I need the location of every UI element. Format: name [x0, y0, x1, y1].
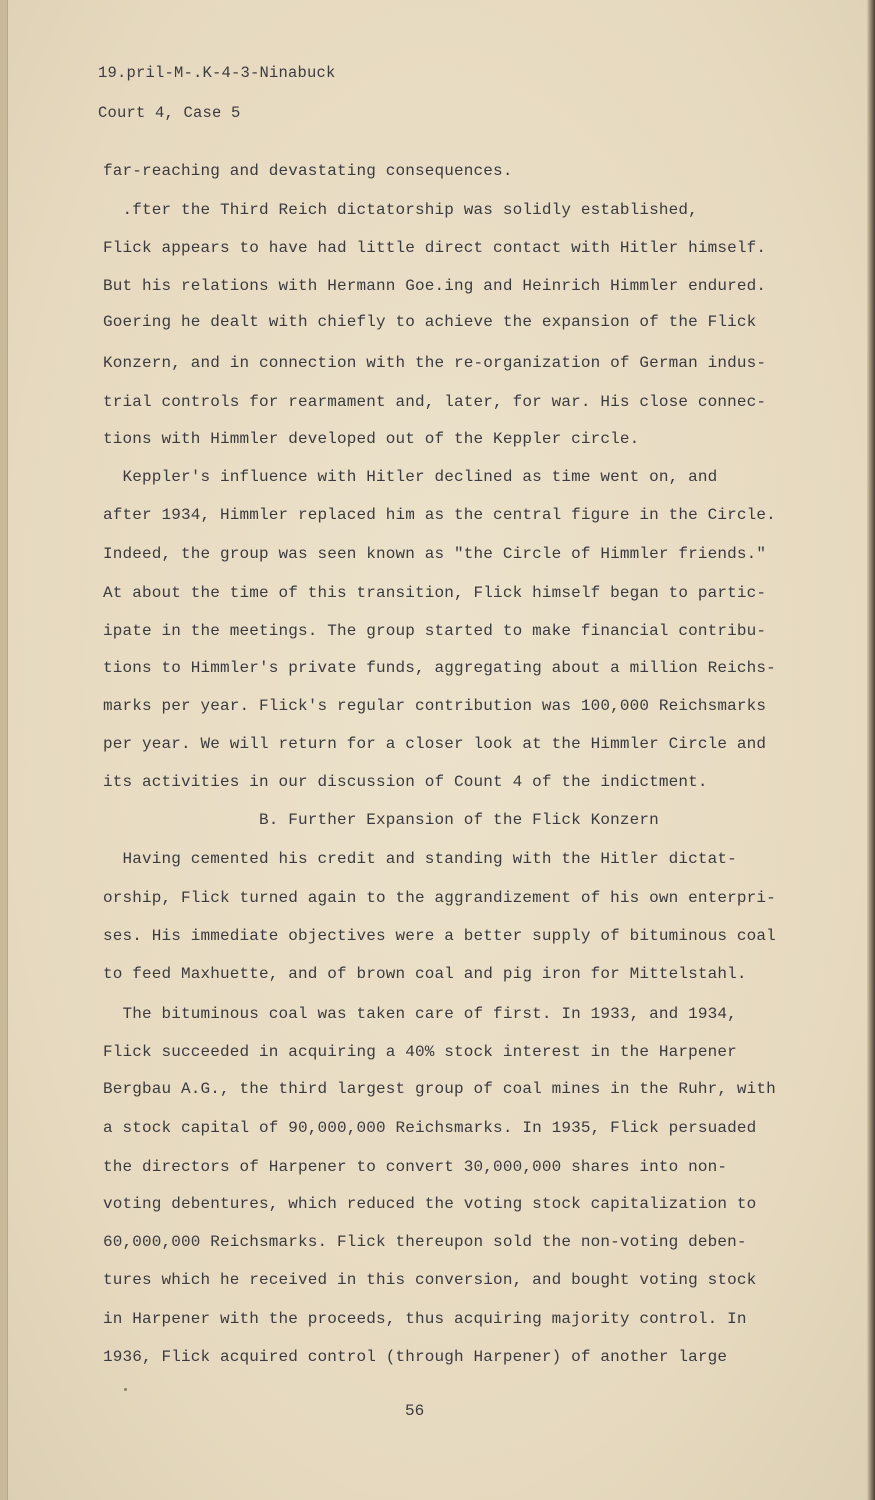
text-line: Having cemented his credit and standing with the Hitler dictat- [103, 850, 737, 868]
text-line: At about the time of this transition, Flick himself began to partic- [103, 584, 767, 602]
text-line: tions with Himmler developed out of the Keppler circle. [103, 430, 640, 448]
text-line: to feed Maxhuette, and of brown coal and pig iron for Mittelstahl. [103, 965, 747, 983]
page-number: 56 [405, 1402, 425, 1420]
section-heading: B. Further Expansion of the Flick Konzern [103, 811, 659, 829]
page-binding-edge [0, 0, 8, 1500]
paper-speck [124, 1388, 127, 1391]
text-line: ipate in the meetings. The group started to make financial contribu- [103, 622, 767, 640]
document-reference-header: 19.pril-M-.K-4-3-Ninabuck [98, 64, 336, 82]
text-line: 1936, Flick acquired control (through Harpener) of another large [103, 1348, 728, 1366]
text-line: trial controls for rearmament and, later, for war. His close connec- [103, 393, 767, 411]
court-case-header: Court 4, Case 5 [98, 104, 241, 122]
text-line: voting debentures, which reduced the voting stock capitalization to [103, 1195, 757, 1213]
text-line: Indeed, the group was seen known as "the Circle of Himmler friends." [103, 545, 767, 563]
text-line: .fter the Third Reich dictatorship was solidly established, [103, 201, 698, 219]
text-line: Keppler's influence with Hitler declined as time went on, and [103, 468, 718, 486]
text-line: 60,000,000 Reichsmarks. Flick thereupon sold the non-voting deben- [103, 1233, 747, 1251]
text-line: Konzern, and in connection with the re-organization of German indus- [103, 354, 767, 372]
text-line: Goering he dealt with chiefly to achieve the expansion of the Flick [103, 313, 757, 331]
text-line: a stock capital of 90,000,000 Reichsmarks. In 1935, Flick persuaded [103, 1119, 757, 1137]
text-line: marks per year. Flick's regular contribution was 100,000 Reichsmarks [103, 697, 767, 715]
text-line: Bergbau A.G., the third largest group of coal mines in the Ruhr, with [103, 1080, 776, 1098]
text-line: tions to Himmler's private funds, aggregating about a million Reichs- [103, 659, 776, 677]
text-line: after 1934, Himmler replaced him as the central figure in the Circle. [103, 506, 776, 524]
text-line: far-reaching and devastating consequences. [103, 162, 513, 180]
text-line: its activities in our discussion of Count 4 of the indictment. [103, 773, 708, 791]
text-line: tures which he received in this conversion, and bought voting stock [103, 1271, 757, 1289]
text-line: But his relations with Hermann Goe.ing and Heinrich Himmler endured. [103, 277, 767, 295]
text-line: Flick appears to have had little direct contact with Hitler himself. [103, 239, 767, 257]
text-line: ses. His immediate objectives were a better supply of bituminous coal [103, 927, 776, 945]
text-line: Flick succeeded in acquiring a 40% stock interest in the Harpener [103, 1043, 737, 1061]
text-line: in Harpener with the proceeds, thus acquiring majority control. In [103, 1310, 747, 1328]
text-line: per year. We will return for a closer look at the Himmler Circle and [103, 735, 767, 753]
text-line: orship, Flick turned again to the aggrandizement of his own enterpri- [103, 889, 776, 907]
text-line: the directors of Harpener to convert 30,000,000 shares into non- [103, 1158, 728, 1176]
page-shadow-edge [867, 0, 875, 1500]
text-line: The bituminous coal was taken care of first. In 1933, and 1934, [103, 1005, 737, 1023]
